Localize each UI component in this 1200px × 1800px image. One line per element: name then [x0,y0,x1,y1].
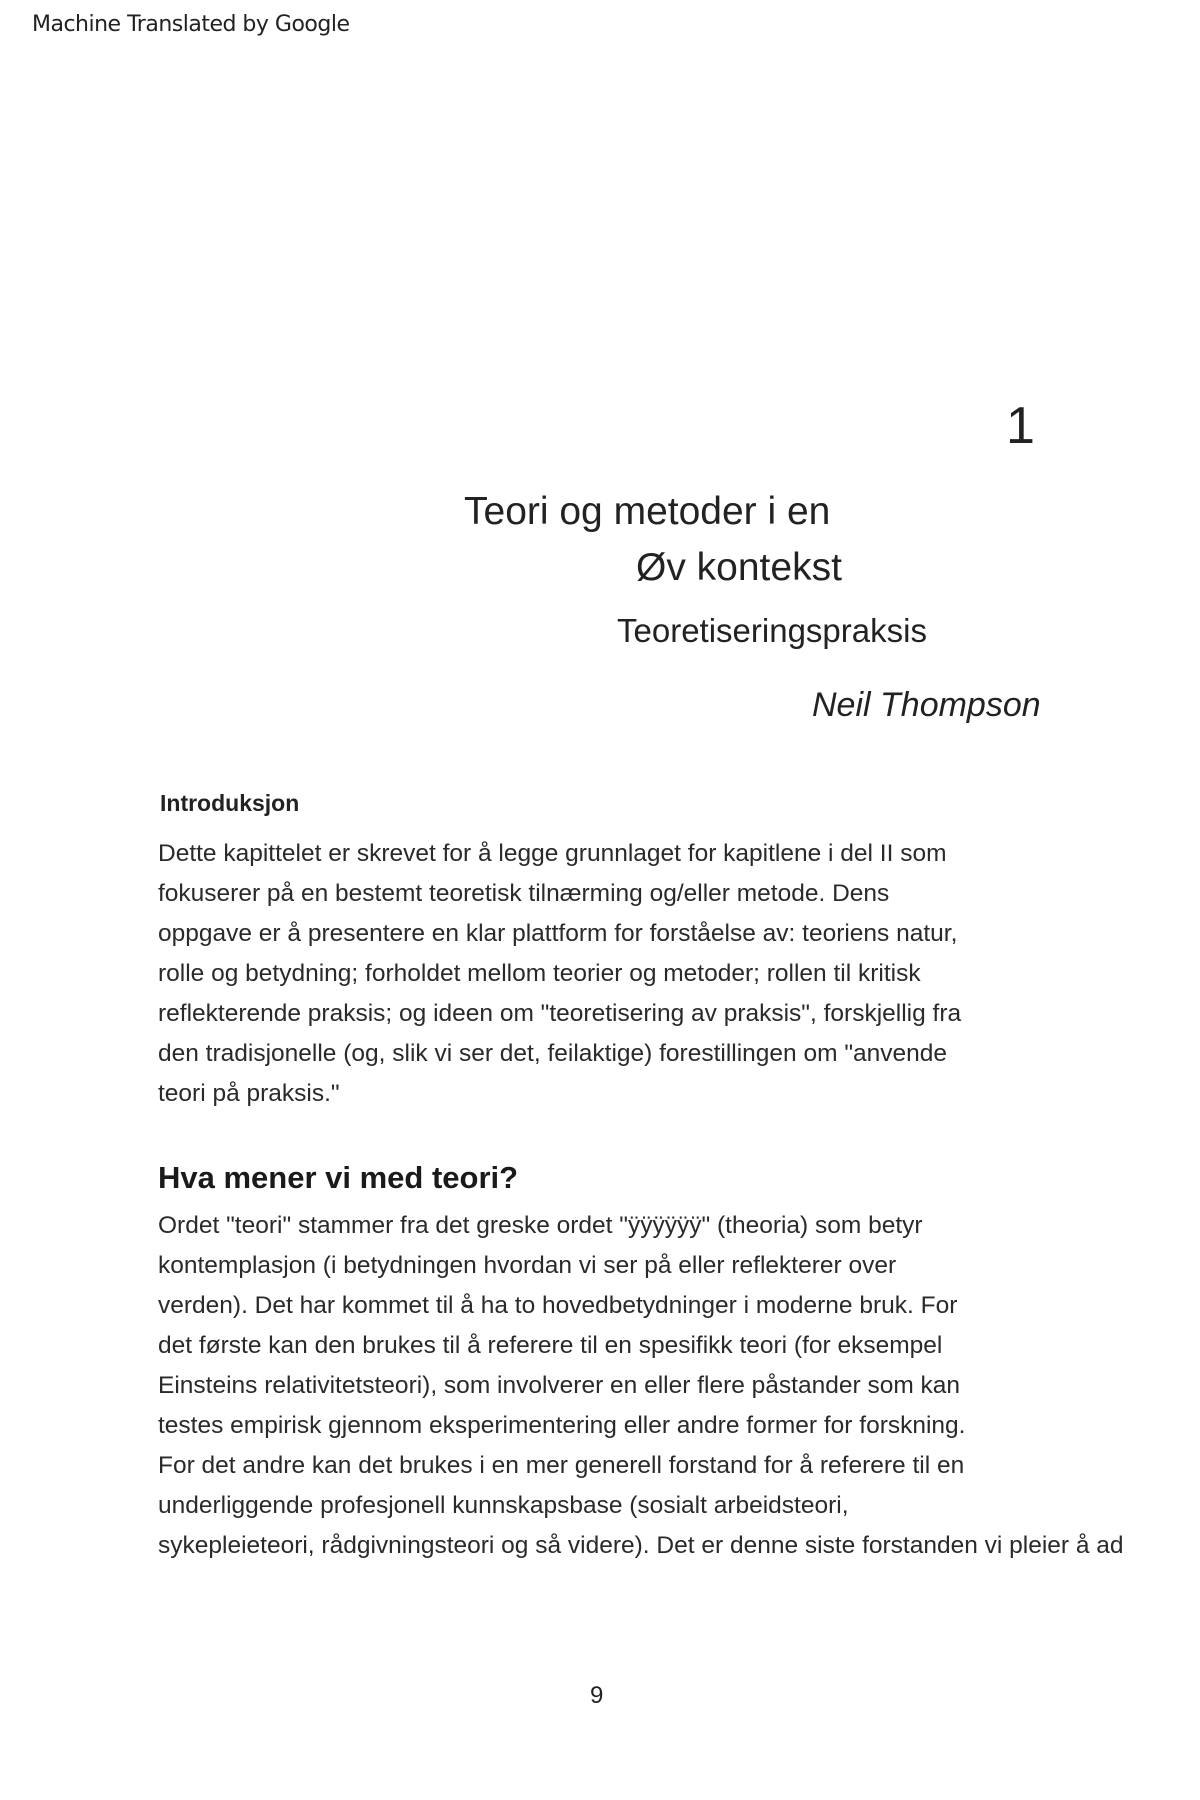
theory-paragraph [158,1206,1198,1566]
intro-line: Dette kapittelet er skrevet for å legge grunnlaget for kapitlene i del II som [158,840,947,867]
chapter-author: Neil Thompson [812,686,1041,724]
intro-line: den tradisjonelle (og, slik vi ser det, feilaktige) forestillingen om "anvende [158,1040,948,1067]
machine-translation-banner: Machine Translated by Google [32,12,350,37]
theory-line: underliggende profesjonell kunnskapsbase (sosialt arbeidsteori, [158,1492,849,1519]
page-number: 9 [590,1682,604,1709]
intro-line: reflekterende praksis; og ideen om "teoretisering av praksis", forskjellig fra [158,1000,962,1027]
theory-line: Einsteins relativitetsteori), som involverer en eller flere påstander som kan [158,1372,961,1399]
intro-paragraph [158,834,1198,1114]
theory-line: kontemplasjon (i betydningen hvordan vi ser på eller reflekterer over [158,1252,897,1279]
theory-line: verden). Det har kommet til å ha to hovedbetydninger i moderne bruk. For [158,1292,958,1319]
intro-line: oppgave er å presentere en klar plattform for forståelse av: teoriens natur, [158,920,958,947]
chapter-number: 1 [1006,397,1035,455]
intro-line: fokuserer på en bestemt teoretisk tilnærming og/eller metode. Dens [158,880,890,907]
chapter-title-line-1: Teori og metoder i en [464,490,831,533]
theory-line: det første kan den brukes til å referere til en spesifikk teori (for eksempel [158,1332,943,1359]
section-heading-theory: Hva mener vi med teori? [158,1160,519,1195]
intro-line: rolle og betydning; forholdet mellom teorier og metoder; rollen til kritisk [158,960,921,987]
intro-heading: Introduksjon [160,790,300,816]
theory-line: For det andre kan det brukes i en mer generell forstand for å referere til en [158,1452,965,1479]
chapter-subtitle: Teoretiseringspraksis [617,612,927,649]
theory-line: testes empirisk gjennom eksperimentering eller andre former for forskning. [158,1412,966,1439]
intro-line: teori på praksis." [158,1080,340,1107]
theory-line: sykepleieteori, rådgivningsteori og så videre). Det er denne siste forstanden vi pleier å ad [158,1532,1124,1559]
chapter-title-line-2: Øv kontekst [636,546,842,589]
theory-line: Ordet "teori" stammer fra det greske ordet "ÿÿÿÿÿÿ" (theoria) som betyr [158,1212,923,1239]
